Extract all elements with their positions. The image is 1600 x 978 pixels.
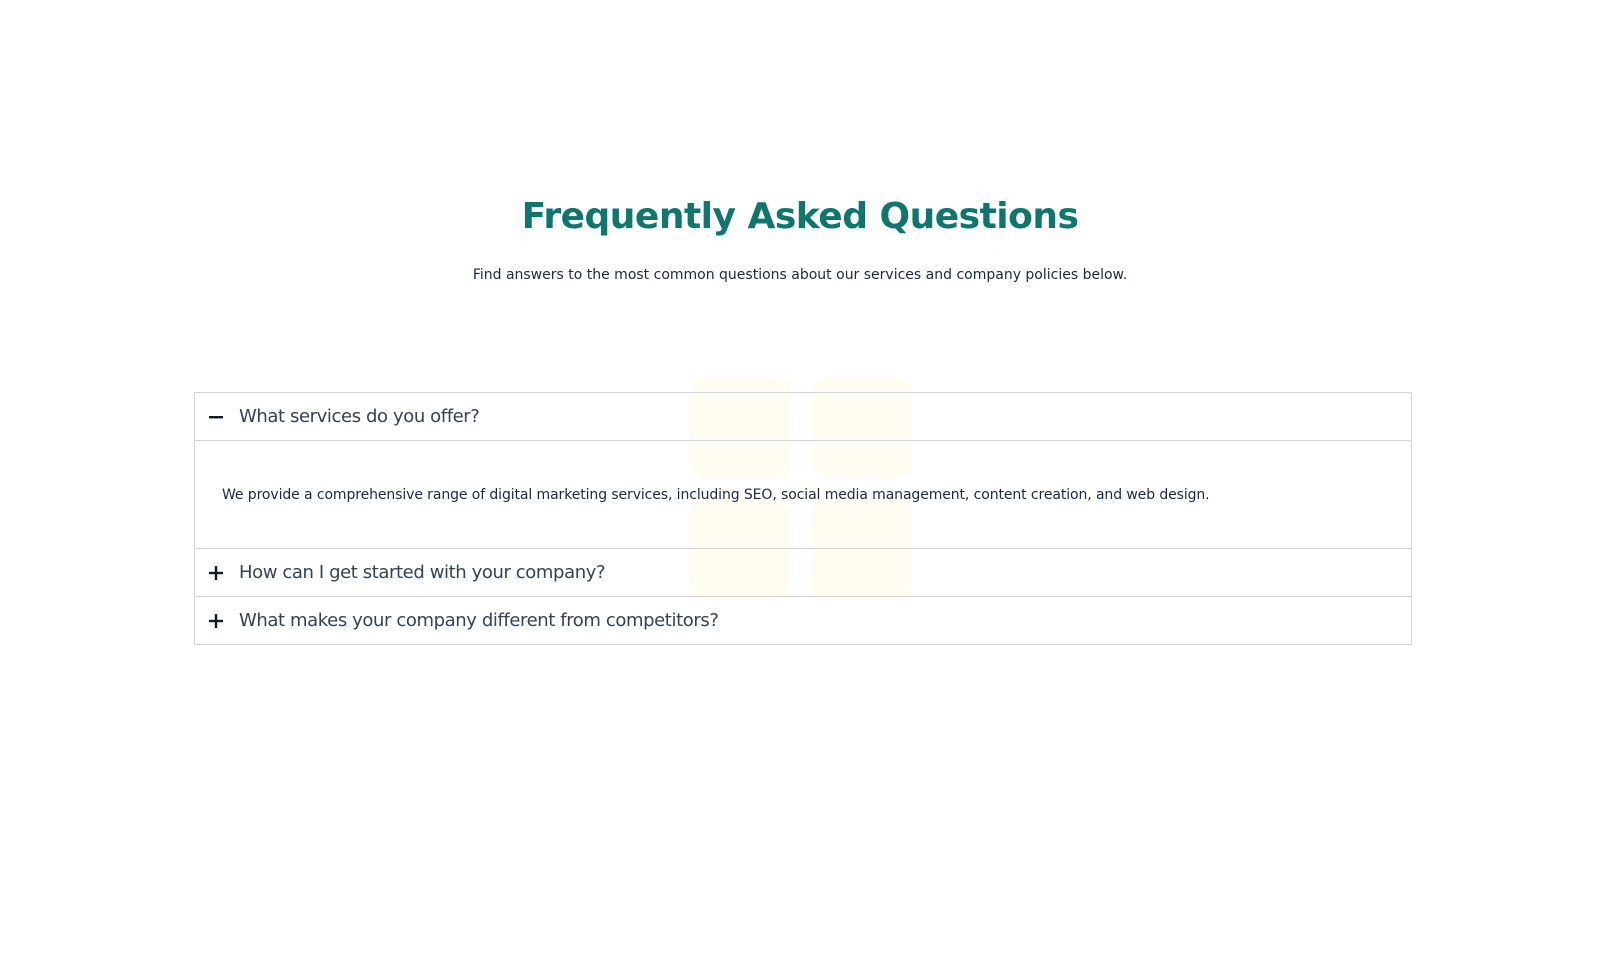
faq-answer-services	[195, 440, 1411, 548]
faq-item-get-started	[194, 548, 1412, 597]
faq-item-services	[194, 392, 1412, 549]
page-title: Frequently Asked Questions	[521, 196, 1079, 237]
page-subtitle: Find answers to the most common questions about our services and company policies below.	[472, 267, 1128, 283]
faq-question-text: What makes your company different from competitors?	[239, 610, 719, 631]
faq-question-text: How can I get started with your company?	[239, 562, 606, 583]
plus-icon[interactable]	[207, 564, 225, 582]
faq-item-different	[194, 596, 1412, 645]
minus-icon[interactable]	[207, 408, 225, 426]
faq-question-different[interactable]	[195, 597, 1411, 644]
plus-icon[interactable]	[207, 612, 225, 630]
faq-answer-text: We provide a comprehensive range of digital marketing services, including SEO, social media management, content creation, and web design.	[222, 486, 1210, 503]
faq-question-services[interactable]	[195, 393, 1411, 440]
faq-question-get-started[interactable]	[195, 549, 1411, 596]
faq-question-text: What services do you offer?	[239, 406, 480, 427]
faq-accordion	[194, 392, 1412, 645]
